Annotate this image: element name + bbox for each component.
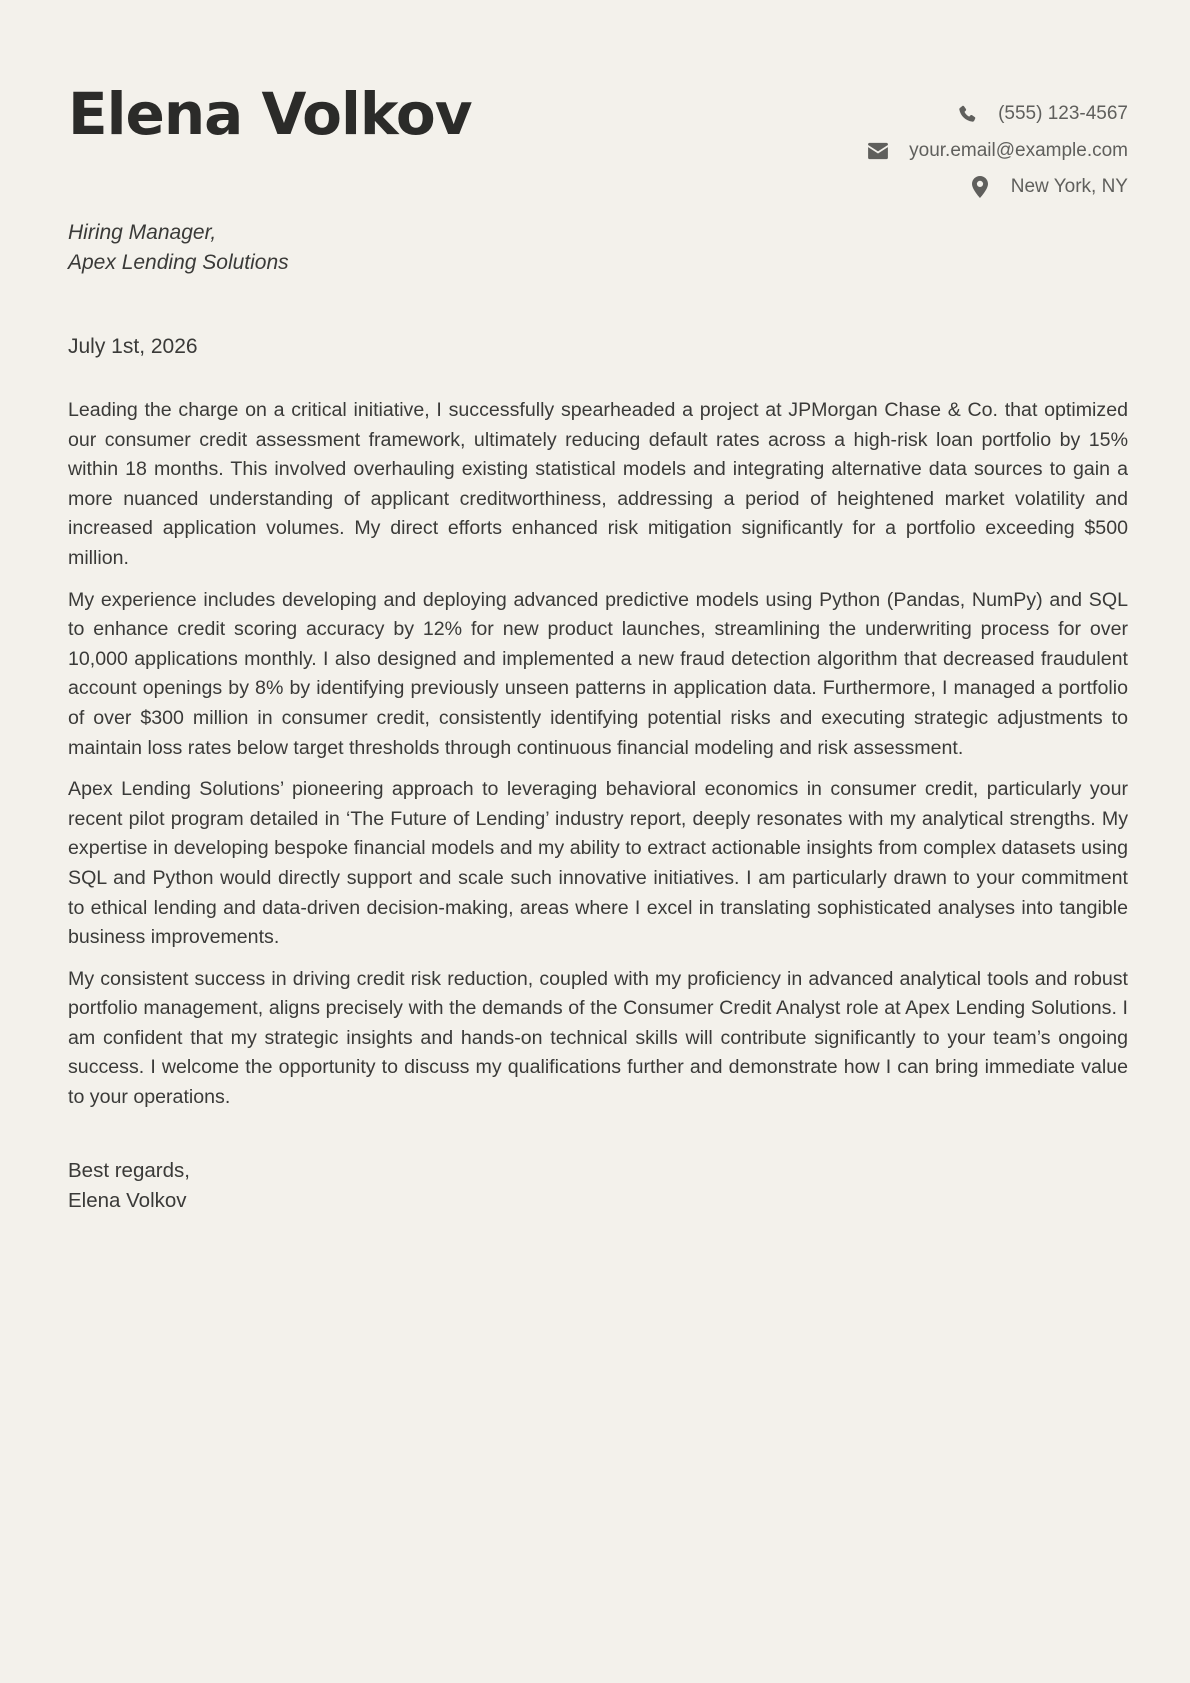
phone-number: (555) 123-4567 [998,103,1128,125]
signoff-block [68,1156,190,1215]
location-text: New York, NY [1010,176,1128,198]
contact-block [867,96,1128,206]
body-paragraph: My experience includes developing and deploying advanced predictive models using Python (Pandas, NumPy) and SQL to enhance credit scoring accuracy by 12% for new product launches, streamlining the underwriting process for over 10,000 applications monthly. I also designed and implemented a new fraud detection algorithm that decreased fraudulent account openings by 8% by identifying previously unseen patterns in application data. Furthermore, I managed a portfolio of over $300 million in consumer credit, consistently identifying potential risks and executing strategic adjustments to maintain loss rates below target thresholds through continuous financial modeling and risk assessment. [68,588,1128,759]
recipient-company: Apex Lending Solutions [68,251,289,274]
email-address: your.email@example.com [909,139,1128,161]
contact-email [867,133,1128,170]
phone-icon [956,103,978,125]
letter-date: July 1st, 2026 [68,335,198,358]
letter-header [68,0,1128,200]
signature: Elena Volkov [68,1188,187,1212]
contact-phone [867,96,1128,133]
letter-body [68,396,1128,1125]
closing: Best regards, [68,1159,190,1182]
contact-location [867,169,1128,206]
map-pin-icon [969,176,991,198]
body-paragraph: My consistent success in driving credit risk reduction, coupled with my proficiency in advanced analytical tools and robust portfolio management, aligns precisely with the demands of the Consumer Credit Analyst role at Apex Lending Solutions. I am confident that my strategic insights and hands-on technical skills will contribute significantly to your team’s ongoing success. I welcome the opportunity to discuss my qualifications further and demonstrate how I can bring immediate value to your operations. [68,967,1128,1109]
cover-letter [68,0,1128,1212]
body-paragraph: Apex Lending Solutions’ pioneering approach to leveraging behavioral economics in consumer credit, particularly your recent pilot program detailed in ‘The Future of Lending’ industry report, deeply resonates with my analytical strengths. My expertise in developing bespoke financial models and my ability to extract actionable insights from complex datasets using SQL and Python would directly support and scale such innovative initiatives. I am particularly drawn to your commitment to ethical lending and data-driven decision-making, areas where I excel in translating sophisticated analyses into tangible business improvements. [68,778,1128,949]
applicant-name: Elena Volkov [68,80,472,148]
recipient-title: Hiring Manager, [68,221,217,244]
body-paragraph: Leading the charge on a critical initiative, I successfully spearheaded a project at JPMorgan Chase & Co. that optimized our consumer credit assessment framework, ultimately reducing default rates across a high-risk loan portfolio by 15% within 18 months. This involved overhauling existing statistical models and integrating alternative data sources to gain a more nuanced understanding of applicant creditworthiness, addressing a period of heightened market volatility and increased application volumes. My direct efforts enhanced risk mitigation significantly for a portfolio exceeding $500 million. [68,399,1128,569]
recipient-block [68,218,289,278]
envelope-icon [867,140,889,162]
